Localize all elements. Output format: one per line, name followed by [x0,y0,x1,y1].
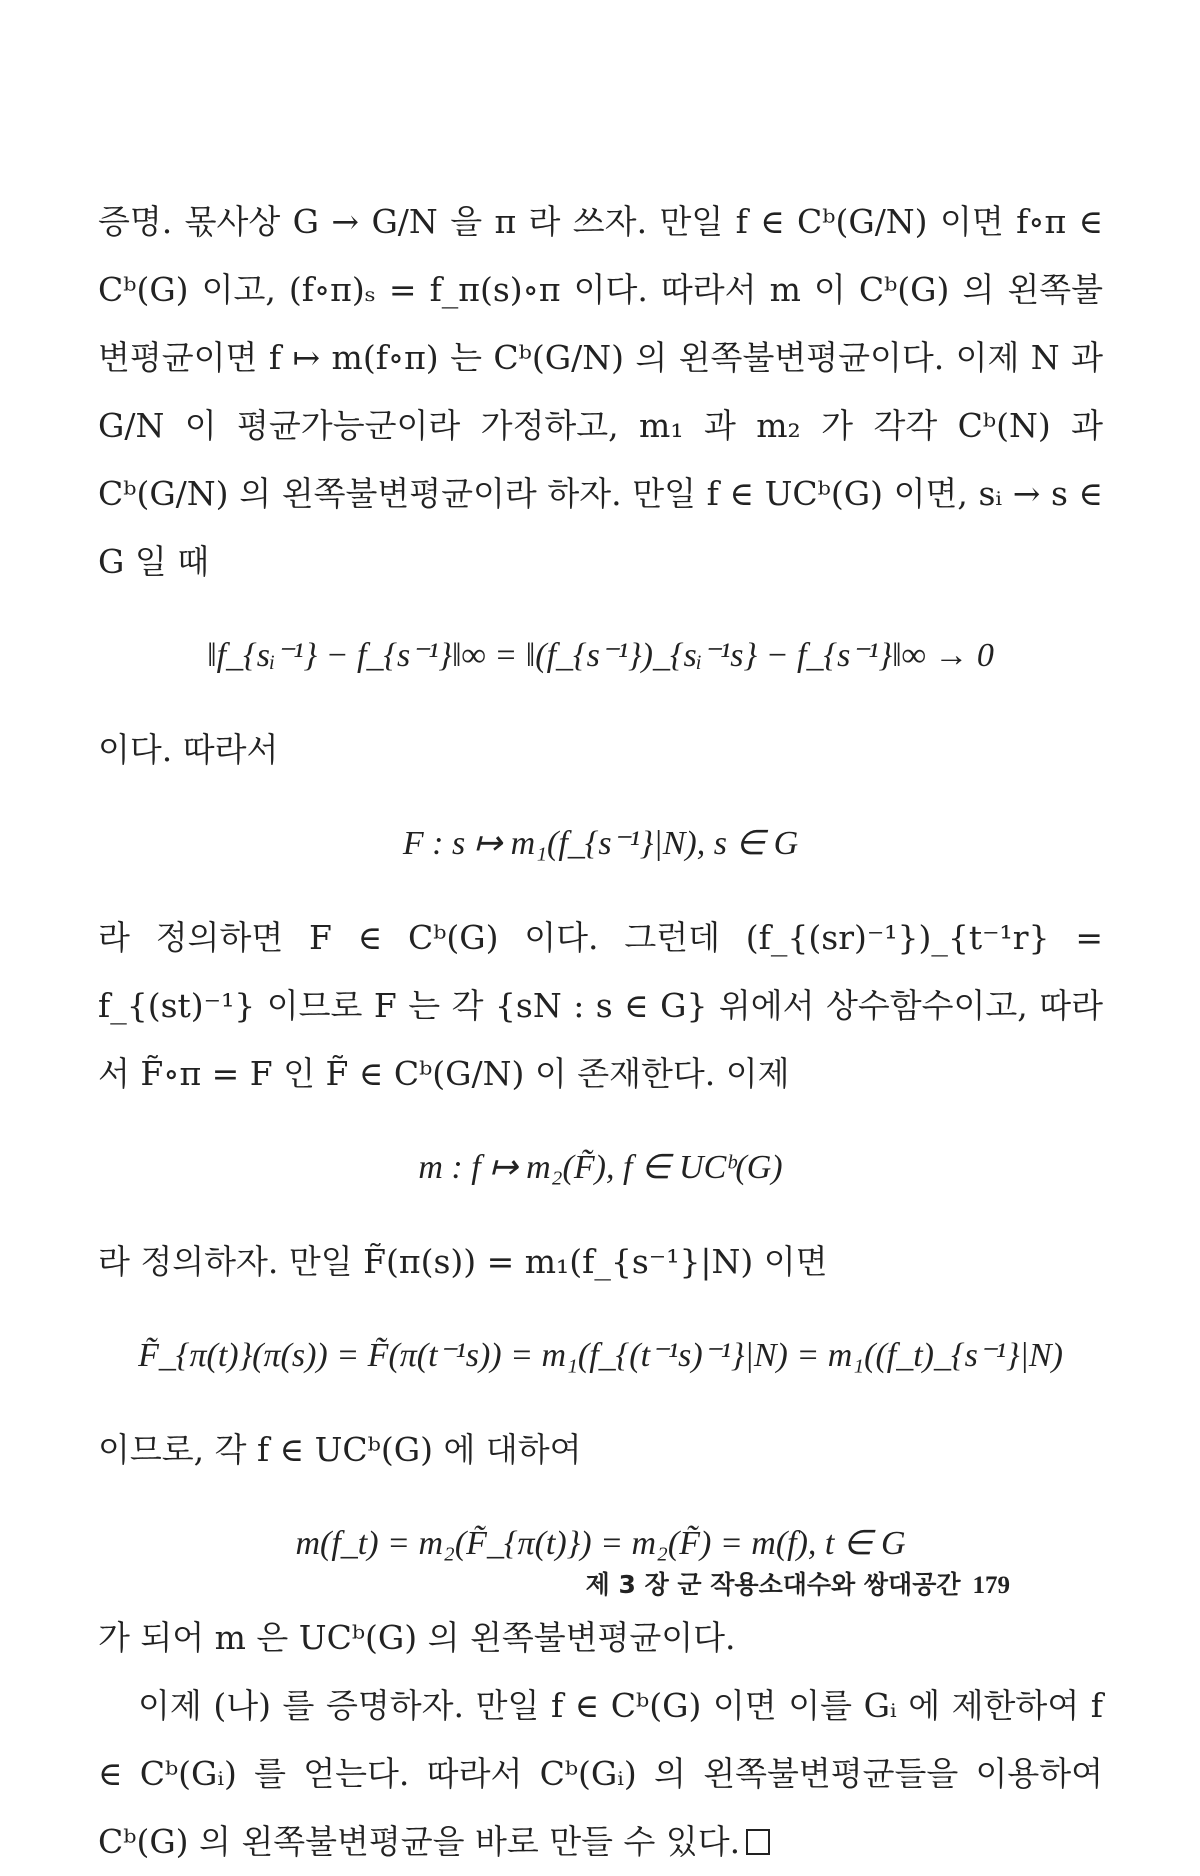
paragraph-quotient-map: 증명. 몫사상 G → G/N 을 π 라 쓰자. 만일 f ∈ Cᵇ(G/N) 이면 f∘π ∈ Cᵇ(G) 이고, (f∘π)ₛ = f_π(s)∘π 이다. 따라서 m 이 Cᵇ(G) 의 왼쪽불변평균이면 f ↦ m(f∘π) 는 Cᵇ(G/N) 의 왼쪽불변평균이다. 이제 N 과 G/N 이 평균가능군이라 가정하고, m₁ 과 m₂ 가 각각 Cᵇ(N) 과 Cᵇ(G/N) 의 왼쪽불변평균이라 하자. 만일 f ∈ UCᵇ(G) 이면, sᵢ → s ∈ G 일 때 [98,202,1103,581]
paragraph-F-constant: 라 정의하면 F ∈ Cᵇ(G) 이다. 그런데 (f_{(sr)⁻¹})_{t⁻¹r} = f_{(st)⁻¹} 이므로 F 는 각 {sN : s ∈ G} 위에서 상수함수이고, 따라서 F̃∘π = F 인 F̃ ∈ Cᵇ(G/N) 이 존재한다. 이제 [98,918,1103,1093]
paragraph-conclusion: 가 되어 m 은 UCᵇ(G) 의 왼쪽불변평균이다. [98,1618,736,1657]
equation-define-m: m : f ↦ m₂(F̃), f ∈ UCᵇ(G) [418,1149,783,1186]
page-number: 179 [972,1572,1010,1599]
paragraph-define-m: 라 정의하자. 만일 F̃(π(s)) = m₁(f_{s⁻¹}|N) 이면 [98,1242,828,1281]
paragraph-part-b-text: 이제 (나) 를 증명하자. 만일 f ∈ Cᵇ(G) 이면 이를 Gᵢ 에 제한하여 f ∈ Cᵇ(Gᵢ) 를 얻는다. 따라서 Cᵇ(Gᵢ) 의 왼쪽불변평균들을 이용하여 Cᵇ(G) 의 왼쪽불변평균을 바로 만들 수 있다. [98,1686,1103,1861]
paragraph-for-each-f: 이므로, 각 f ∈ UCᵇ(G) 에 대하여 [98,1430,582,1469]
equation-invariance: m(f_t) = m₂(F̃_{π(t)}) = m₂(F̃) = m(f), t ∈ G [295,1525,906,1562]
paragraph-part-b [98,1672,1103,1876]
equation-define-F: F : s ↦ m₁(f_{s⁻¹}|N), s ∈ G [402,825,799,862]
qed-box-icon [746,1829,770,1855]
paragraph-therefore: 이다. 따라서 [98,730,279,769]
equation-norm-limit: ‖f_{sᵢ⁻¹} − f_{s⁻¹}‖∞ = ‖(f_{s⁻¹})_{sᵢ⁻¹s} − f_{s⁻¹}‖∞ → 0 [207,637,994,674]
equation-translate-F: F̃_{π(t)}(π(s)) = F̃(π(t⁻¹s)) = m₁(f_{(t⁻¹s)⁻¹}|N) = m₁((f_t)_{s⁻¹}|N) [138,1337,1063,1374]
running-head: 제 3 장 군 작용소대수와 쌍대공간 [585,1570,961,1599]
proof-body [98,188,1103,1876]
page-footer [510,1565,1010,1601]
